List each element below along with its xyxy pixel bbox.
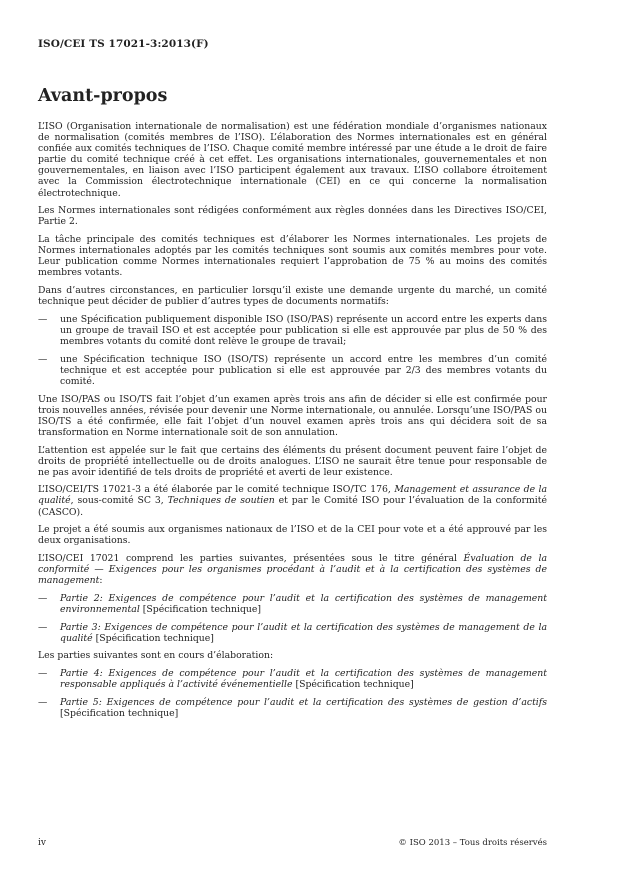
- italic-span: Techniques de soutien: [167, 495, 275, 507]
- text-span: L’ISO/CEI 17021 comprend les parties suivantes, présentées sous le titre général: [38, 553, 464, 565]
- list-item-part-4: [38, 668, 547, 690]
- italic-span: Évaluation de la conformité — Exigences pour les organismes procédant à l’audit et à la certification des systèmes de management: [38, 553, 547, 587]
- paragraph-main-task: La tâche principale des comités techniques est d’élaborer les Normes internationales. Les projets de Normes internationales adoptés par les comités techniques sont soumis aux comités membres pour vote. Leur publication comme Normes internationales requiert l’approbation de 75 % au moins des comités membres votants.: [38, 234, 547, 279]
- part-title: Partie 5: Exigences de compétence pour l’audit et la certification des systèmes de gestion d’actifs: [60, 696, 547, 708]
- paragraph-other-circumstances: Dans d’autres circonstances, en particulier lorsqu’il existe une demande urgente du marché, un comité technique peut décider de publier d’autres types de documents normatifs:: [38, 285, 547, 308]
- paragraph-parts-intro: [38, 553, 547, 586]
- part-title: Partie 3: Exigences de compétence pour l’audit et la certification des systèmes de management de la qualité: [60, 621, 547, 644]
- list-item-text: une Spécification publiquement disponible ISO (ISO/PAS) représente un accord entre les experts dans un groupe de travail ISO et est acceptée pour publication si elle est approuvée par plus de 50 % des membres votants du comité dont relève le groupe de travail;: [60, 313, 547, 347]
- dash-bullet: —: [38, 353, 48, 365]
- dash-bullet: —: [38, 592, 48, 604]
- paragraph-prepared-by: [38, 484, 547, 517]
- part-type: [Spécification technique]: [92, 632, 214, 644]
- dash-bullet: —: [38, 668, 48, 680]
- document-id-header: ISO/CEI TS 17021-3:2013(F): [38, 38, 209, 50]
- paragraph-review: Une ISO/PAS ou ISO/TS fait l’objet d’un examen après trois ans afin de décider si elle est confirmée pour trois nouvelles années, révisée pour devenir une Norme internationale, ou annulée. Lorsqu’une ISO/PAS ou ISO/TS a été confirmée, elle fait l’objet d’un nouvel examen après trois ans qui décidera soit de sa transformation en Norme internationale soit de son annulation.: [38, 393, 547, 438]
- text-span: , sous-comité SC 3,: [70, 495, 168, 507]
- section-title: Avant-propos: [38, 86, 168, 106]
- part-title: Partie 2: Exigences de compétence pour l’audit et la certification des systèmes de management environnemental: [60, 592, 547, 615]
- dash-bullet: —: [38, 621, 48, 633]
- list-item-part-5: [38, 697, 547, 719]
- part-type: [Spécification technique]: [292, 679, 414, 691]
- paragraph-directives: Les Normes internationales sont rédigées conformément aux règles données dans les Directives ISO/CEI, Partie 2.: [38, 205, 547, 228]
- paragraph-in-preparation: Les parties suivantes sont en cours d’élaboration:: [38, 650, 274, 662]
- italic-span: Management et assurance de la qualité: [38, 484, 548, 507]
- list-item-ts: [38, 354, 547, 387]
- list-item-text: une Spécification technique ISO (ISO/TS) représente un accord entre les membres d’un comité technique et est acceptée pour publication si elle est approuvée par 2/3 des membres votants du comité.: [60, 353, 547, 387]
- part-type: [Spécification technique]: [60, 708, 179, 720]
- list-item-part-3: [38, 622, 547, 644]
- list-item-part-2: [38, 593, 547, 615]
- paragraph-vote: Le projet a été soumis aux organismes nationaux de l’ISO et de la CEI pour vote et a été approuvé par les deux organisations.: [38, 524, 547, 547]
- copyright-notice: © ISO 2013 – Tous droits réservés: [398, 838, 547, 848]
- list-item-pas: [38, 314, 547, 347]
- part-type: [Spécification technique]: [139, 604, 262, 615]
- text-span: et par le Comité ISO pour l’évaluation de la conformité (CASCO).: [38, 495, 547, 518]
- dash-bullet: —: [38, 696, 48, 708]
- part-title: Partie 4: Exigences de compétence pour l’audit et la certification des systèmes de management responsable appliqués à l’activité événementielle: [60, 668, 547, 691]
- dash-bullet: —: [38, 313, 48, 325]
- paragraph-patent-rights: L’attention est appelée sur le fait que certains des éléments du présent document peuvent faire l’objet de droits de propriété intellectuelle ou de droits analogues. L’ISO ne saurait être tenue pour responsable de ne pas avoir identifié de tels droits de propriété et averti de leur existence.: [38, 444, 547, 478]
- text-span: :: [99, 575, 103, 587]
- paragraph-iso-intro: L’ISO (Organisation internationale de normalisation) est une fédération mondiale d’organismes nationaux de normalisation (comités membres de l’ISO). L’élaboration des Normes internationales est en général confiée aux comités techniques de l’ISO. Chaque comité membre intéressé par une étude a le droit de faire partie du comité technique créé à cet effet. Les organisations internationales, gouvernementales et non gouvernementales, en liaison avec l’ISO participent également aux travaux. L’ISO collabore étroitement avec la Commission électrotechnique internationale (CEI) en ce qui concerne la normalisation électrotechnique.: [38, 121, 547, 199]
- foreword-body: [38, 121, 547, 726]
- text-span: L’ISO/CEI/TS 17021-3 a été élaborée par le comité technique ISO/TC 176,: [38, 484, 395, 496]
- page-number: iv: [38, 838, 46, 848]
